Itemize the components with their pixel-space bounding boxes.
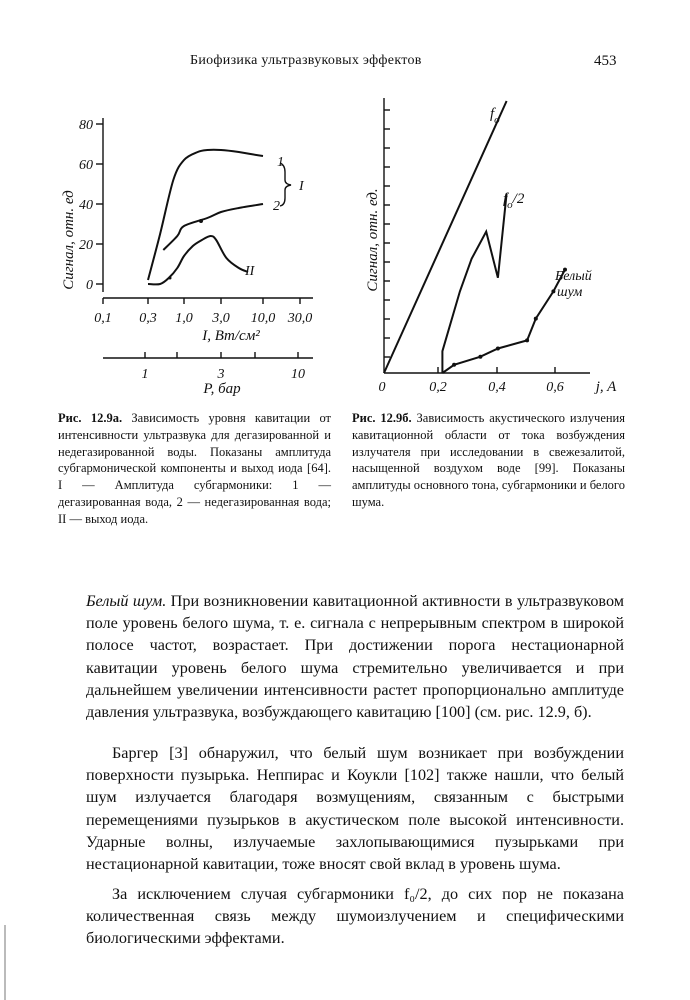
- p-axis-label: P, бар: [203, 381, 241, 397]
- white-noise-points: [452, 268, 567, 367]
- x-tick-label: 10,0: [250, 311, 276, 326]
- x-tick-label: 0,4: [488, 380, 506, 395]
- curve-II-iodine-yield: [148, 236, 248, 284]
- noise-data-point: [452, 363, 456, 367]
- figure-12-9b: [350, 90, 640, 402]
- curve-2-non-degassed: [163, 204, 263, 250]
- y-axis-label: Сигнал, отн. ед.: [365, 188, 381, 292]
- noise-data-point: [525, 338, 529, 342]
- label-f0: $f_o$: [490, 106, 500, 126]
- paragraph-lead: Белый шум.: [86, 592, 167, 610]
- figure-12-9a: [55, 110, 345, 400]
- y-tick-label: 80: [79, 118, 93, 133]
- y-tick-label: 0: [86, 278, 93, 293]
- x-tick-label: 0: [378, 380, 386, 395]
- x-tick-label: 0,6: [546, 380, 564, 395]
- x-tick-label: 1,0: [175, 311, 193, 326]
- y-tick-label: 40: [79, 198, 93, 213]
- noise-data-point: [496, 347, 500, 351]
- group-label-I: I: [299, 179, 304, 194]
- paragraph-barger: Баргер [3] обнаружил, что белый шум возникает при возбуждении поверхности пузырька. Неппирас и Коукли [102] также нашли, что белый шум излучается благодаря возмущениям, связанным с быстрыми перемещениями пузырьков в акустическом поле высокой интенсивности. Ударные волны, излучаемые захлопывающимися пузырьками при нестационарной кавитации, тоже вносят свой вклад в уровень шума.: [86, 744, 624, 874]
- data-point: [199, 219, 203, 223]
- data-point: [169, 277, 172, 280]
- x-tick-label: 0,2: [429, 380, 447, 395]
- x-axis-label: j, A: [595, 379, 617, 395]
- x-axis-label: I, Вт/см²: [202, 328, 260, 344]
- curve-label-2: 2: [273, 199, 280, 214]
- paragraph-white-noise: Белый шум. При возникновении кавитационной активности в ультразвуковом поле уровень белого шума, т. е. сигнала с непрерывным спектром в широкой полосе частот, возрастает. При достижении порога нестационарной кавитации уровень белого шума стремительно увеличивается и при дальнейшем увеличении интенсивности растет пропорционально амплитуде давления ультразвука, возбуждающего кавитацию [100] (см. рис. 12.9, б).: [86, 592, 624, 722]
- paragraph-subharmonic: За исключением случая субгармоники f₀/2, до сих пор не показана количественная связь между шумоизлучением и специфическими биологическими эффектами.: [86, 885, 624, 948]
- label-noise: шум: [557, 285, 583, 300]
- caption-figure-12-9a: Рис. 12.9а. Зависимость уровня кавитации от интенсивности ультразвука для дегазированной и недегазированной воды. Показаны амплитуда субгармонической компоненты и выход иода [64]. I — Амплитуда субгармоники: 1 — дегазированная вода, 2 — недегазированная вода; II — выход иода.: [58, 411, 332, 526]
- curve-label-II: II: [245, 264, 255, 279]
- margin-mark: [4, 925, 6, 1000]
- y-tick-label: 20: [79, 238, 93, 253]
- curve-white-noise: [442, 270, 565, 373]
- curve-1-degassed: [148, 150, 263, 280]
- curve-label-1: 1: [277, 155, 284, 170]
- y-tick-label: 60: [79, 158, 93, 173]
- y-axis-label: Сигнал, отн. ед: [61, 190, 77, 290]
- noise-data-point: [478, 355, 482, 359]
- y-ticks: [384, 110, 390, 357]
- p-tick-label: 1: [141, 367, 149, 382]
- running-header: Биофизика ультразвуковых эффектов: [190, 53, 422, 68]
- page-number: 453: [594, 53, 617, 69]
- x-tick-label: 0,1: [94, 311, 112, 326]
- noise-data-point: [551, 289, 555, 293]
- x-tick-label: 0,3: [139, 311, 157, 326]
- label-white: Белый: [555, 269, 592, 284]
- noise-data-point: [534, 317, 538, 321]
- x-tick-label: 3,0: [212, 311, 230, 326]
- x-tick-label: 30,0: [287, 311, 313, 326]
- caption-figure-12-9b: Рис. 12.9б. Зависимость акустического излучения кавитационной области от тока возбуждения излучателя при исследовании в свежезалитой, насыщенной воздухом воде [99]. Показаны амплитуды основного тона, субгармоники и белого шума.: [352, 411, 626, 509]
- label-f0-2: $f_o/2$: [503, 191, 525, 211]
- p-tick-label: 3: [217, 367, 225, 382]
- p-tick-label: 10: [291, 367, 305, 382]
